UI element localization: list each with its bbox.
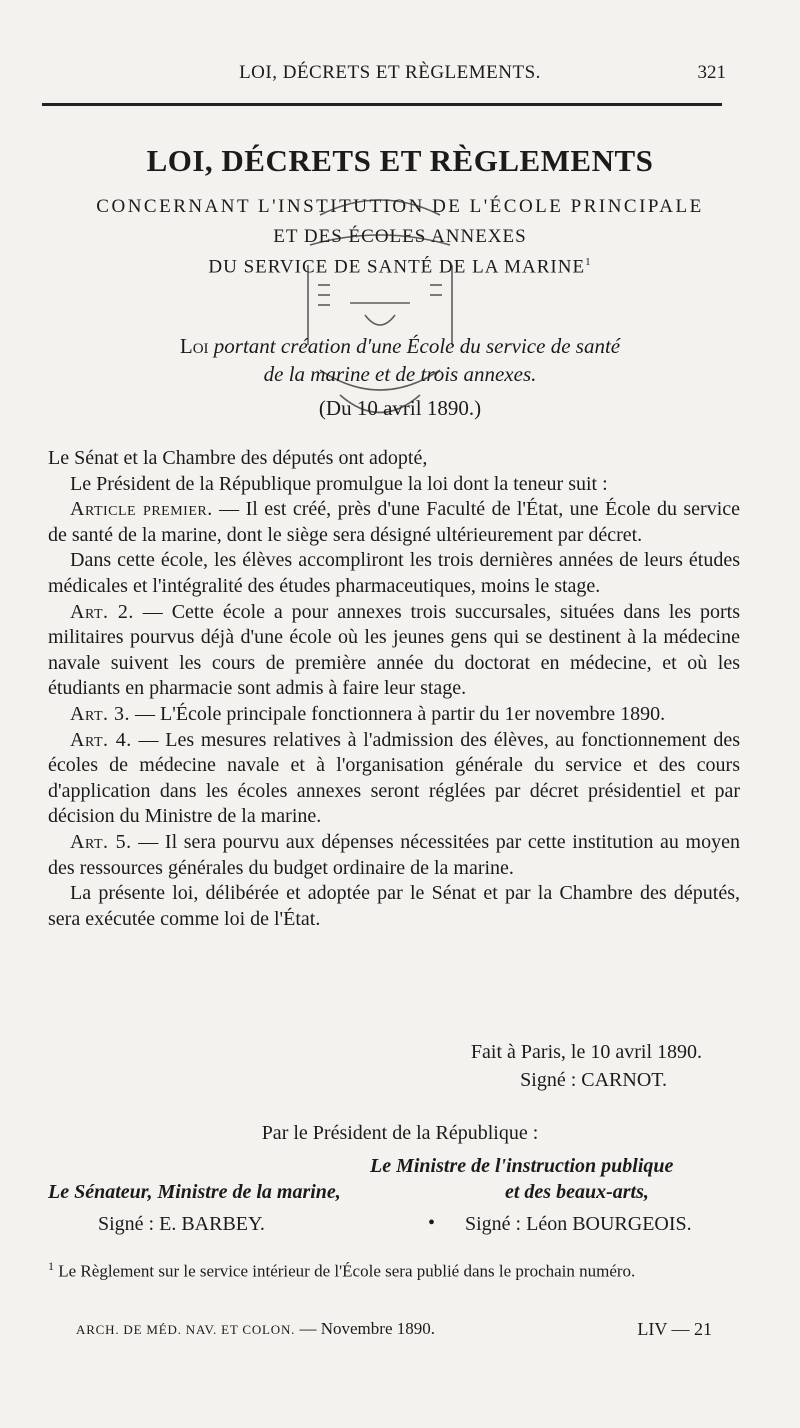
promulgation-paragraph: Le Président de la République promulgue la loi dont la teneur suit : [70,472,608,495]
minister-right-title-1: Le Ministre de l'instruction publique [370,1155,674,1177]
article-3 [48,702,740,728]
by-president-line: Par le Président de la République : [261,1122,539,1144]
subtitle-line-1: CONCERNANT L'INSTITUTION DE L'ÉCOLE PRINCIPALE [96,196,704,217]
law-title-line-1 [0,334,800,359]
article-2-label: Art. 2. [70,600,134,623]
article-5 [48,830,740,881]
law-prefix: Loi [179,334,209,358]
footer-journal [76,1319,435,1339]
law-body [48,446,740,932]
law-title-text-2: de la marine et de trois annexes. [263,362,537,386]
article-1 [48,497,740,548]
minister-right-title-2: et des beaux-arts, [505,1181,649,1203]
article-4-text: — Les mesures relatives à l'admission des élèves, au fonctionnement des écoles de médecine navale et à l'organisation générale du service et des cours d'application dans les écoles annexes seront réglées par décret présidentiel et par décision du Ministre de la marine. [48,728,740,828]
president-signature: Signé : CARNOT. [520,1069,667,1091]
subtitle-line-2: ET DES ÉCOLES ANNEXES [273,226,527,247]
footnote-text: Le Règlement sur le service intérieur de l'École sera publié dans le prochain numéro. [58,1261,636,1281]
article-5-label: Art. 5. [70,830,132,853]
footnote-reference: 1 [585,256,592,268]
separator-dot: • [428,1212,436,1234]
article-1-text: — Il est créé, près d'une Faculté de l'État, une École du service de santé de la marine, dont le siège sera désigné ultérieurement par décret. [48,498,741,546]
article-2 [48,600,740,702]
page-number: 321 [697,62,726,83]
footer-volume: LIV — 21 [637,1319,712,1339]
minister-left-signature: Signé : E. BARBEY. [98,1213,265,1235]
minister-right-signature: Signé : Léon BOURGEOIS. [465,1213,692,1235]
article-4 [48,728,740,830]
running-header [50,58,730,88]
journal-issue: — Novembre 1890. [299,1319,435,1338]
law-title-text-1: portant création d'une École du service de santé [213,334,621,358]
subtitle-line-3-text: DU SERVICE DE SANTÉ DE LA MARINE [208,256,586,278]
running-title: LOI, DÉCRETS ET RÈGLEMENTS. [239,62,541,83]
article-4-label: Art. 4. [70,728,132,751]
minister-left-title: Le Sénateur, Ministre de la marine, [48,1181,341,1203]
article-5-text: — Il sera pourvu aux dépenses nécessitées par cette institution au moyen des ressources générales du budget ordinaire de la marine. [48,830,740,879]
intro-paragraph: Le Sénat et la Chambre des députés ont adopté, [48,447,428,469]
article-2-text: — Cette école a pour annexes trois succursales, situées dans les ports militaires pourvus déjà d'une école où les jeunes gens qui se destinent à la médecine navale suivent les cours de première année du doctorat en médecine, et où les étudiants en pharmacie sont admis à faire leur stage. [48,600,740,700]
footnote-mark: 1 [48,1259,54,1273]
journal-name: ARCH. DE MÉD. NAV. ET COLON. [76,1322,296,1337]
article-1-label: Article premier. [70,498,213,521]
header-rule [42,103,722,106]
law-date: (Du 10 avril 1890.) [318,396,482,420]
closing-paragraph: La présente loi, délibérée et adoptée par le Sénat et par la Chambre des députés, sera exécutée comme loi de l'État. [48,882,740,930]
main-title: LOI, DÉCRETS ET RÈGLEMENTS [146,143,654,178]
article-3-label: Art. 3. [70,702,130,725]
article-1-paragraph-2: Dans cette école, les élèves accompliront les trois dernières années de leurs études médicales et l'intégralité des études pharmaceutiques, moins le stage. [48,549,740,597]
footnote [48,1255,740,1283]
article-3-text: — L'École principale fonctionnera à partir du 1er novembre 1890. [130,702,666,725]
law-title-line-2 [0,362,800,387]
place-date: Fait à Paris, le 10 avril 1890. [470,1041,702,1063]
